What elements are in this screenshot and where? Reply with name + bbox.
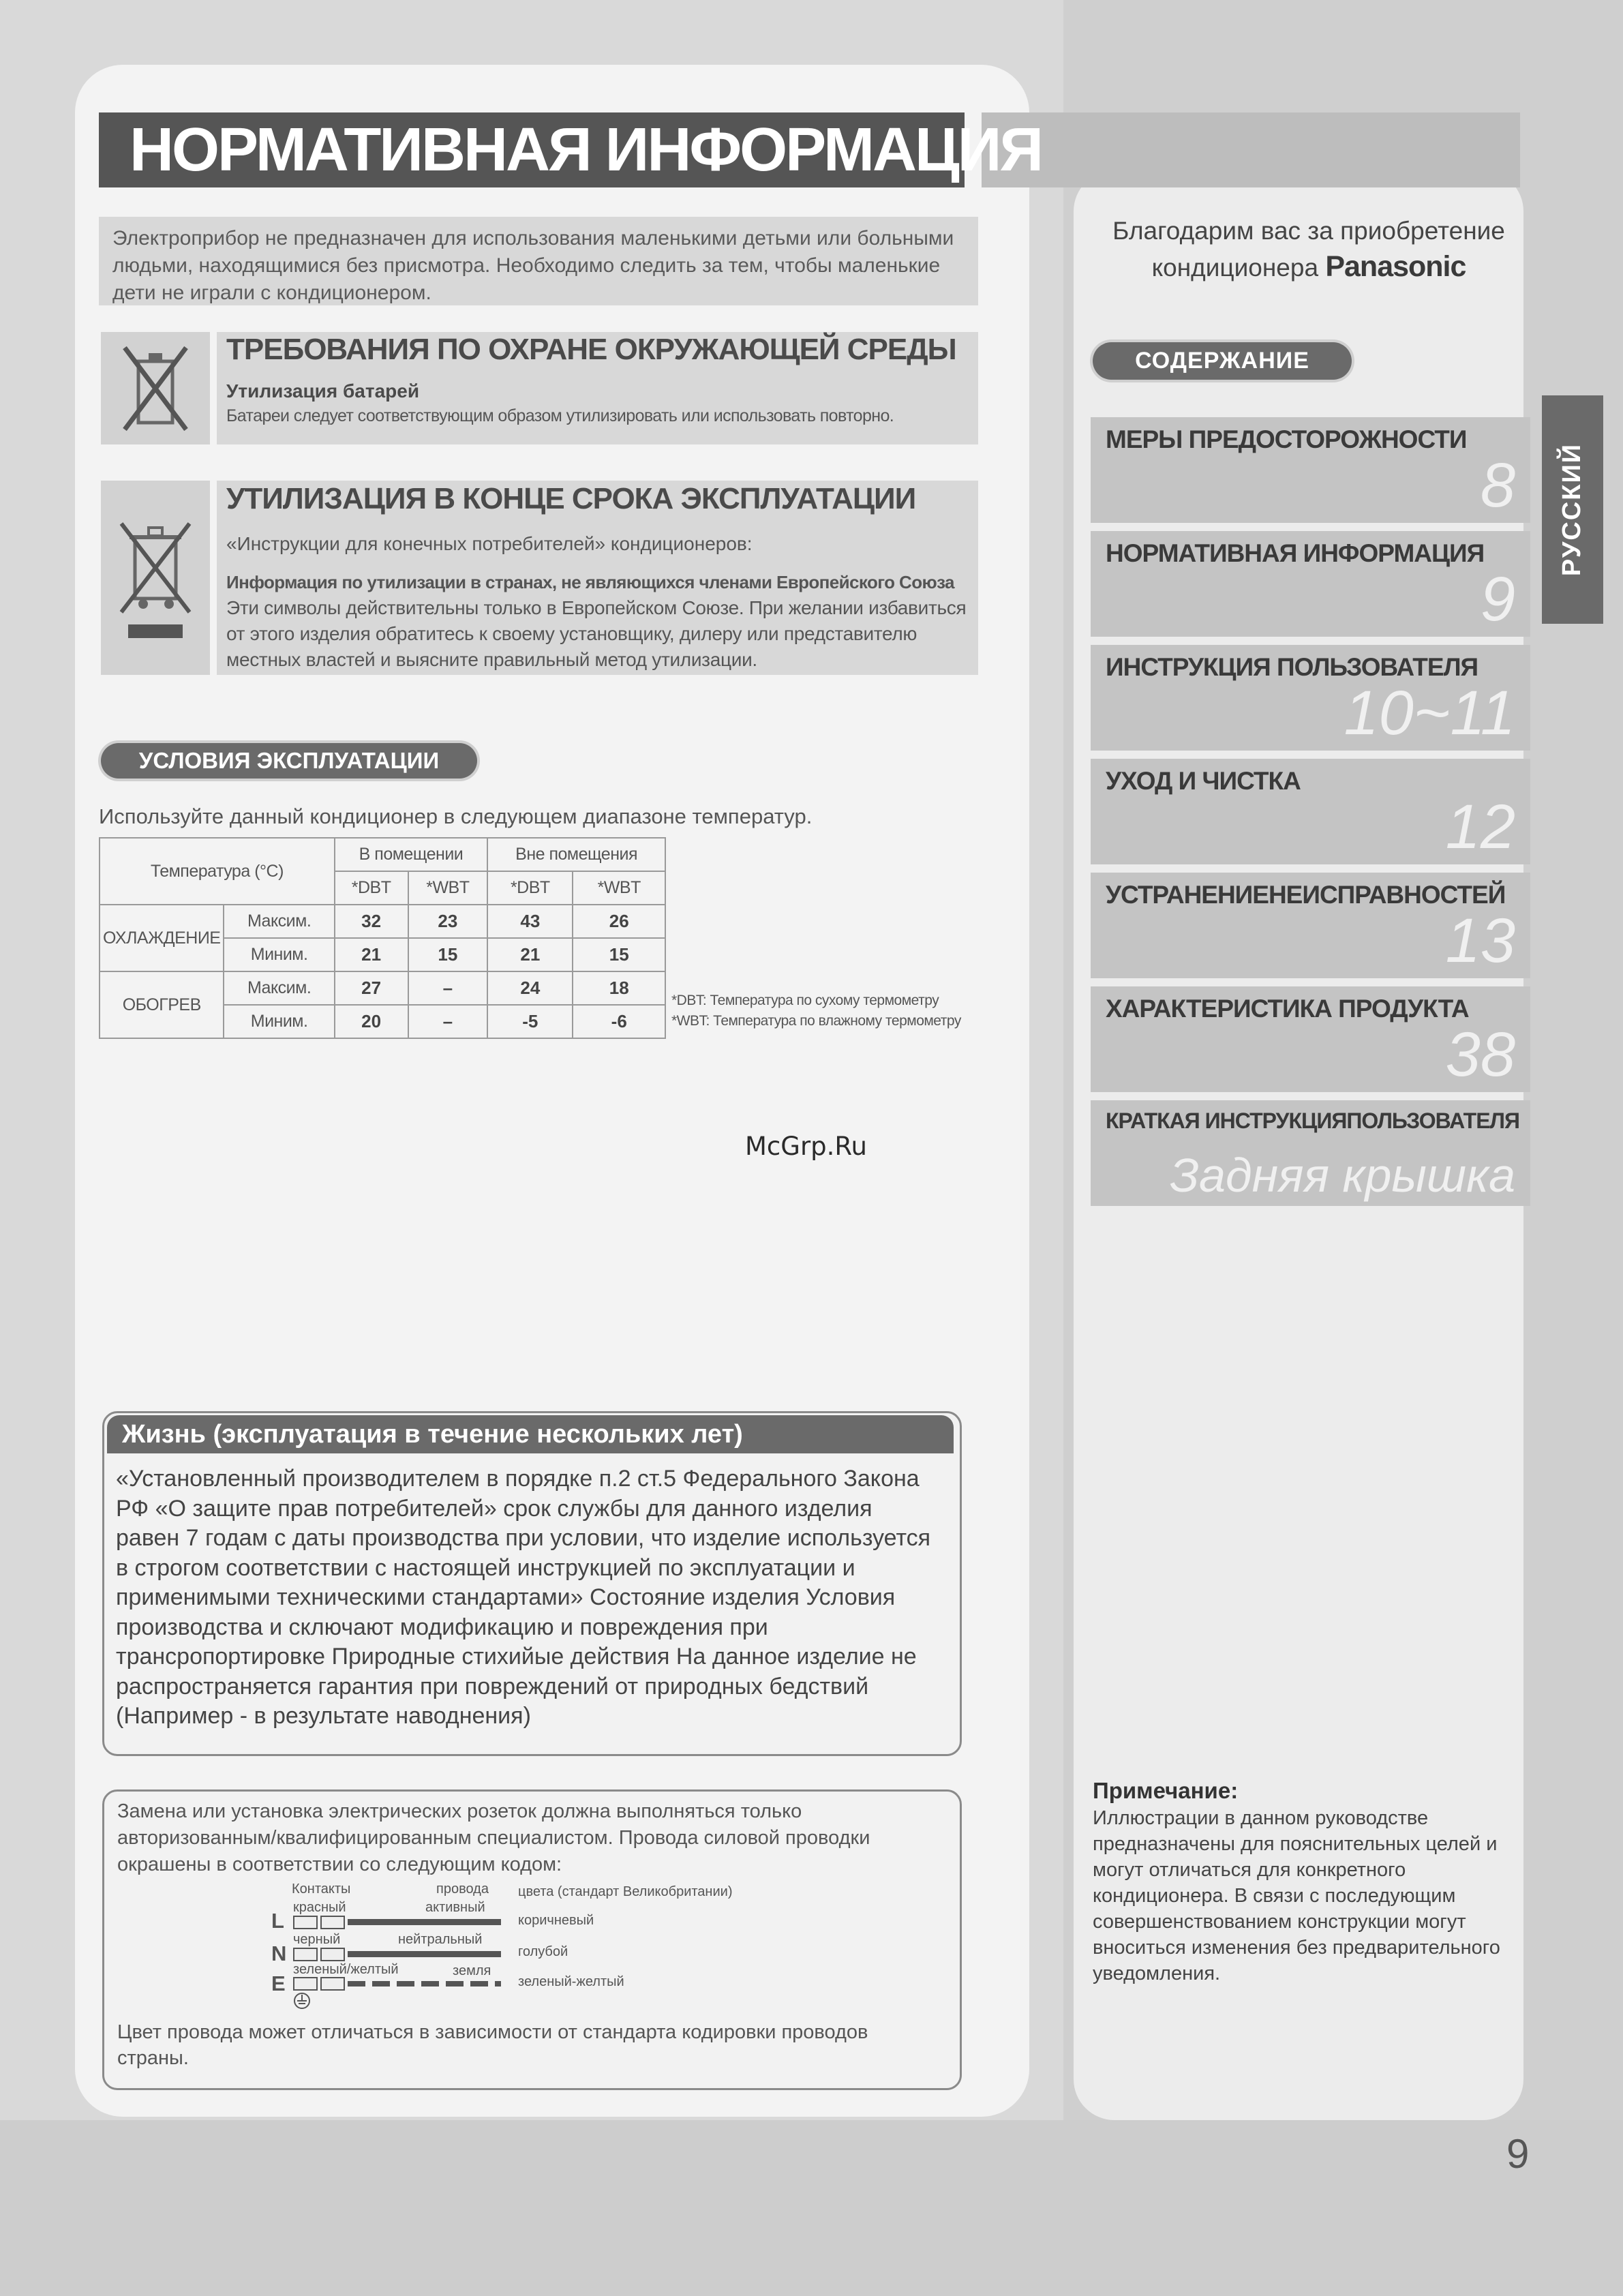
ghost-title-bar xyxy=(982,112,1520,187)
toc-item-page: 8 xyxy=(1480,451,1515,520)
wire-uk-color: коричневый xyxy=(518,1913,594,1928)
table-cell: 18 xyxy=(573,971,665,1005)
eol-body-text: Эти символы действительны только в Европейском Союзе. При желании избавиться от этого изделия обратитесь к своему установщику, дилеру или представителю местных властей и выясните правильный метод утилизации. xyxy=(226,597,967,670)
row-heating: ОБОГРЕВ xyxy=(100,971,224,1038)
row-max: Максим. xyxy=(224,905,334,938)
brand-logo: Panasonic xyxy=(1325,250,1466,283)
toc-item[interactable] xyxy=(1091,873,1530,978)
table-cell: 26 xyxy=(573,905,665,938)
wiring-col-colors: цвета (стандарт Великобритании) xyxy=(518,1884,733,1899)
table-cell: 20 xyxy=(335,1005,408,1038)
table-cell: 15 xyxy=(573,938,665,971)
thanks-line1: Благодарим вас за приобретение xyxy=(1112,217,1505,245)
note-dbt: *DBT: Температура по сухому термометру xyxy=(671,993,939,1008)
toc-item[interactable] xyxy=(1091,645,1530,751)
row-min: Миним. xyxy=(224,938,334,971)
table-cell: – xyxy=(408,971,488,1005)
thanks-text xyxy=(1084,213,1534,286)
table-cell: 32 xyxy=(335,905,408,938)
table-header-outdoor: Вне помещения xyxy=(487,838,665,871)
toc-item[interactable] xyxy=(1091,759,1530,864)
life-text: «Установленный производителем в порядке п.2 ст.5 Федерального Закона РФ «О защите прав потребителей» срок службы для данного изделия равен 7 годам с даты производства при условии, что изделие используется в строгом соответствии с настоящей инструкцией по эксплуатации и применимыми техническими стандартами» Состояние изделия Условия производства и сключают модификацию и повреждения при трансропортировке Природные стихийые действия На данное изделие не распространяется гарантия при повреждений от природных бедствий (Например - в результате наводнения) xyxy=(116,1466,931,1729)
table-cell: 21 xyxy=(487,938,573,971)
table-cell: 23 xyxy=(408,905,488,938)
table-cell: 24 xyxy=(487,971,573,1005)
toc-item[interactable] xyxy=(1091,417,1530,523)
eol-subtitle: «Инструкции для конечных потребителей» кондиционеров: xyxy=(226,533,753,554)
toc-item-page: 9 xyxy=(1480,564,1515,634)
intro-text: Электроприбор не предназначен для использования маленькими детьми или больными людьми, находящимися без присмотра. Необходимо следить за тем, чтобы маленькие дети не играли с кондиционером. xyxy=(99,217,978,305)
toc-item-label: УСТРАНЕНИЕНЕИСПРАВНОСТЕЙ xyxy=(1106,881,1506,909)
wire-plug-icon xyxy=(293,1916,318,1929)
table-cell: 43 xyxy=(487,905,573,938)
crossed-battery-icon xyxy=(101,332,210,444)
table-notes xyxy=(671,991,961,1031)
toc-item[interactable] xyxy=(1091,986,1530,1092)
table-header-temp: Температура (°С) xyxy=(100,838,335,905)
wire-plug-icon xyxy=(320,1977,345,1991)
conditions-heading: УСЛОВИЯ ЭКСПЛУАТАЦИИ xyxy=(101,743,477,779)
wire-line xyxy=(348,1951,501,1957)
env-text: Батареи следует соответствующим образом утилизировать или использовать повторно. xyxy=(226,406,894,425)
wiring-intro: Замена или установка электрических розеток должна выполняться только авторизованным/квалифицированным специалистом. Провода силовой проводки окрашены в соответствии со следующим кодом: xyxy=(117,1800,870,1875)
toc-heading: СОДЕРЖАНИЕ xyxy=(1093,342,1352,380)
note-wbt: *WBT: Температура по влажному термометру xyxy=(671,1013,961,1029)
wire-name: земля xyxy=(453,1963,491,1978)
wire-line-dashed xyxy=(348,1981,501,1987)
wire-uk-color: голубой xyxy=(518,1944,568,1959)
toc-item-label: ХАРАКТЕРИСТИКА ПРОДУКТА xyxy=(1106,995,1469,1023)
life-heading: Жизнь (эксплуатация в течение нескольких лет) xyxy=(107,1415,954,1453)
toc-item-page: 12 xyxy=(1445,792,1515,862)
env-title: ТРЕБОВАНИЯ ПО ОХРАНЕ ОКРУЖАЮЩЕЙ СРЕДЫ xyxy=(226,333,956,366)
wiring-note: Цвет провода может отличаться в зависимости от стандарта кодировки проводов страны. xyxy=(117,2021,868,2069)
table-cell: 15 xyxy=(408,938,488,971)
crossed-bin-icon xyxy=(101,481,210,675)
wire-plug-icon xyxy=(320,1916,345,1929)
wire-letter-l: L xyxy=(271,1909,284,1933)
toc-item-page: 10~11 xyxy=(1344,678,1515,748)
table-header-wbt: *WBT xyxy=(408,871,488,905)
note-title: Примечание: xyxy=(1093,1778,1239,1803)
wire-plug-icon xyxy=(320,1948,345,1961)
wire-color-label: зеленый/желтый xyxy=(293,1962,399,1977)
eol-bold-text: Информация по утилизации в странах, не являющихся членами Европейского Союза xyxy=(226,572,954,592)
wire-uk-color: зеленый-желтый xyxy=(518,1974,624,1989)
wire-line xyxy=(348,1919,501,1925)
temperature-table xyxy=(99,837,666,1039)
wire-name: нейтральный xyxy=(398,1932,483,1947)
table-header-dbt: *DBT xyxy=(487,871,573,905)
table-cell: 21 xyxy=(335,938,408,971)
page-title: НОРМАТИВНАЯ ИНФОРМАЦИЯ xyxy=(130,115,1042,184)
row-min: Миним. xyxy=(224,1005,334,1038)
toc-item-label: ИНСТРУКЦИЯ ПОЛЬЗОВАТЕЛЯ xyxy=(1106,653,1478,681)
eol-title: УТИЛИЗАЦИЯ В КОНЦЕ СРОКА ЭКСПЛУАТАЦИИ xyxy=(226,482,916,515)
wire-color-label: черный xyxy=(293,1932,341,1947)
note-text: Иллюстрации в данном руководстве предназначены для пояснительных целей и могут отличаться для конкретного кондиционера. В связи с последующим совершенствованием конструкции могут вноситься изменения без предварительного уведомления. xyxy=(1093,1807,1500,1984)
table-header-wbt: *WBT xyxy=(573,871,665,905)
toc-item-page: Задняя крышка xyxy=(1170,1149,1515,1202)
conditions-intro: Используйте данный кондиционер в следующем диапазоне температур. xyxy=(99,804,813,828)
wire-name: активный xyxy=(425,1900,485,1915)
env-subtitle: Утилизация батарей xyxy=(226,380,420,402)
wire-color-label: красный xyxy=(293,1900,346,1915)
page-number: 9 xyxy=(1506,2131,1530,2177)
language-tab-label: РУССКИЙ xyxy=(1558,442,1587,577)
table-cell: -6 xyxy=(573,1005,665,1038)
row-cooling: ОХЛАЖДЕНИЕ xyxy=(100,905,224,971)
toc-item-label: НОРМАТИВНАЯ ИНФОРМАЦИЯ xyxy=(1106,539,1485,567)
toc-item-page: 13 xyxy=(1445,906,1515,976)
eol-text xyxy=(226,569,976,673)
toc-item-label: УХОД И ЧИСТКА xyxy=(1106,767,1301,795)
toc-item-label: КРАТКАЯ ИНСТРУКЦИЯПОЛЬЗОВАТЕЛЯ xyxy=(1106,1108,1519,1133)
watermark-text: McGrp.Ru xyxy=(745,1132,867,1161)
table-header-indoor: В помещении xyxy=(335,838,487,871)
wire-letter-e: E xyxy=(271,1972,286,1995)
language-tab[interactable] xyxy=(1542,395,1603,624)
toc-item-page: 38 xyxy=(1445,1020,1515,1089)
toc-item[interactable] xyxy=(1091,1100,1530,1206)
ground-icon xyxy=(293,1992,311,2010)
wiring-col-wire: провода xyxy=(436,1882,489,1897)
table-header-dbt: *DBT xyxy=(335,871,408,905)
toc-item[interactable] xyxy=(1091,531,1530,637)
wire-plug-icon xyxy=(293,1977,318,1991)
footer-band xyxy=(0,2120,1623,2296)
table-cell: -5 xyxy=(487,1005,573,1038)
wiring-col-contacts: Контакты xyxy=(292,1882,351,1897)
table-cell: 27 xyxy=(335,971,408,1005)
wire-plug-icon xyxy=(293,1948,318,1961)
row-max: Максим. xyxy=(224,971,334,1005)
wire-letter-n: N xyxy=(271,1942,287,1965)
thanks-line2: кондиционера xyxy=(1151,254,1319,282)
title-bar xyxy=(99,112,1042,187)
toc-item-label: МЕРЫ ПРЕДОСТОРОЖНОСТИ xyxy=(1106,425,1467,453)
table-cell: – xyxy=(408,1005,488,1038)
